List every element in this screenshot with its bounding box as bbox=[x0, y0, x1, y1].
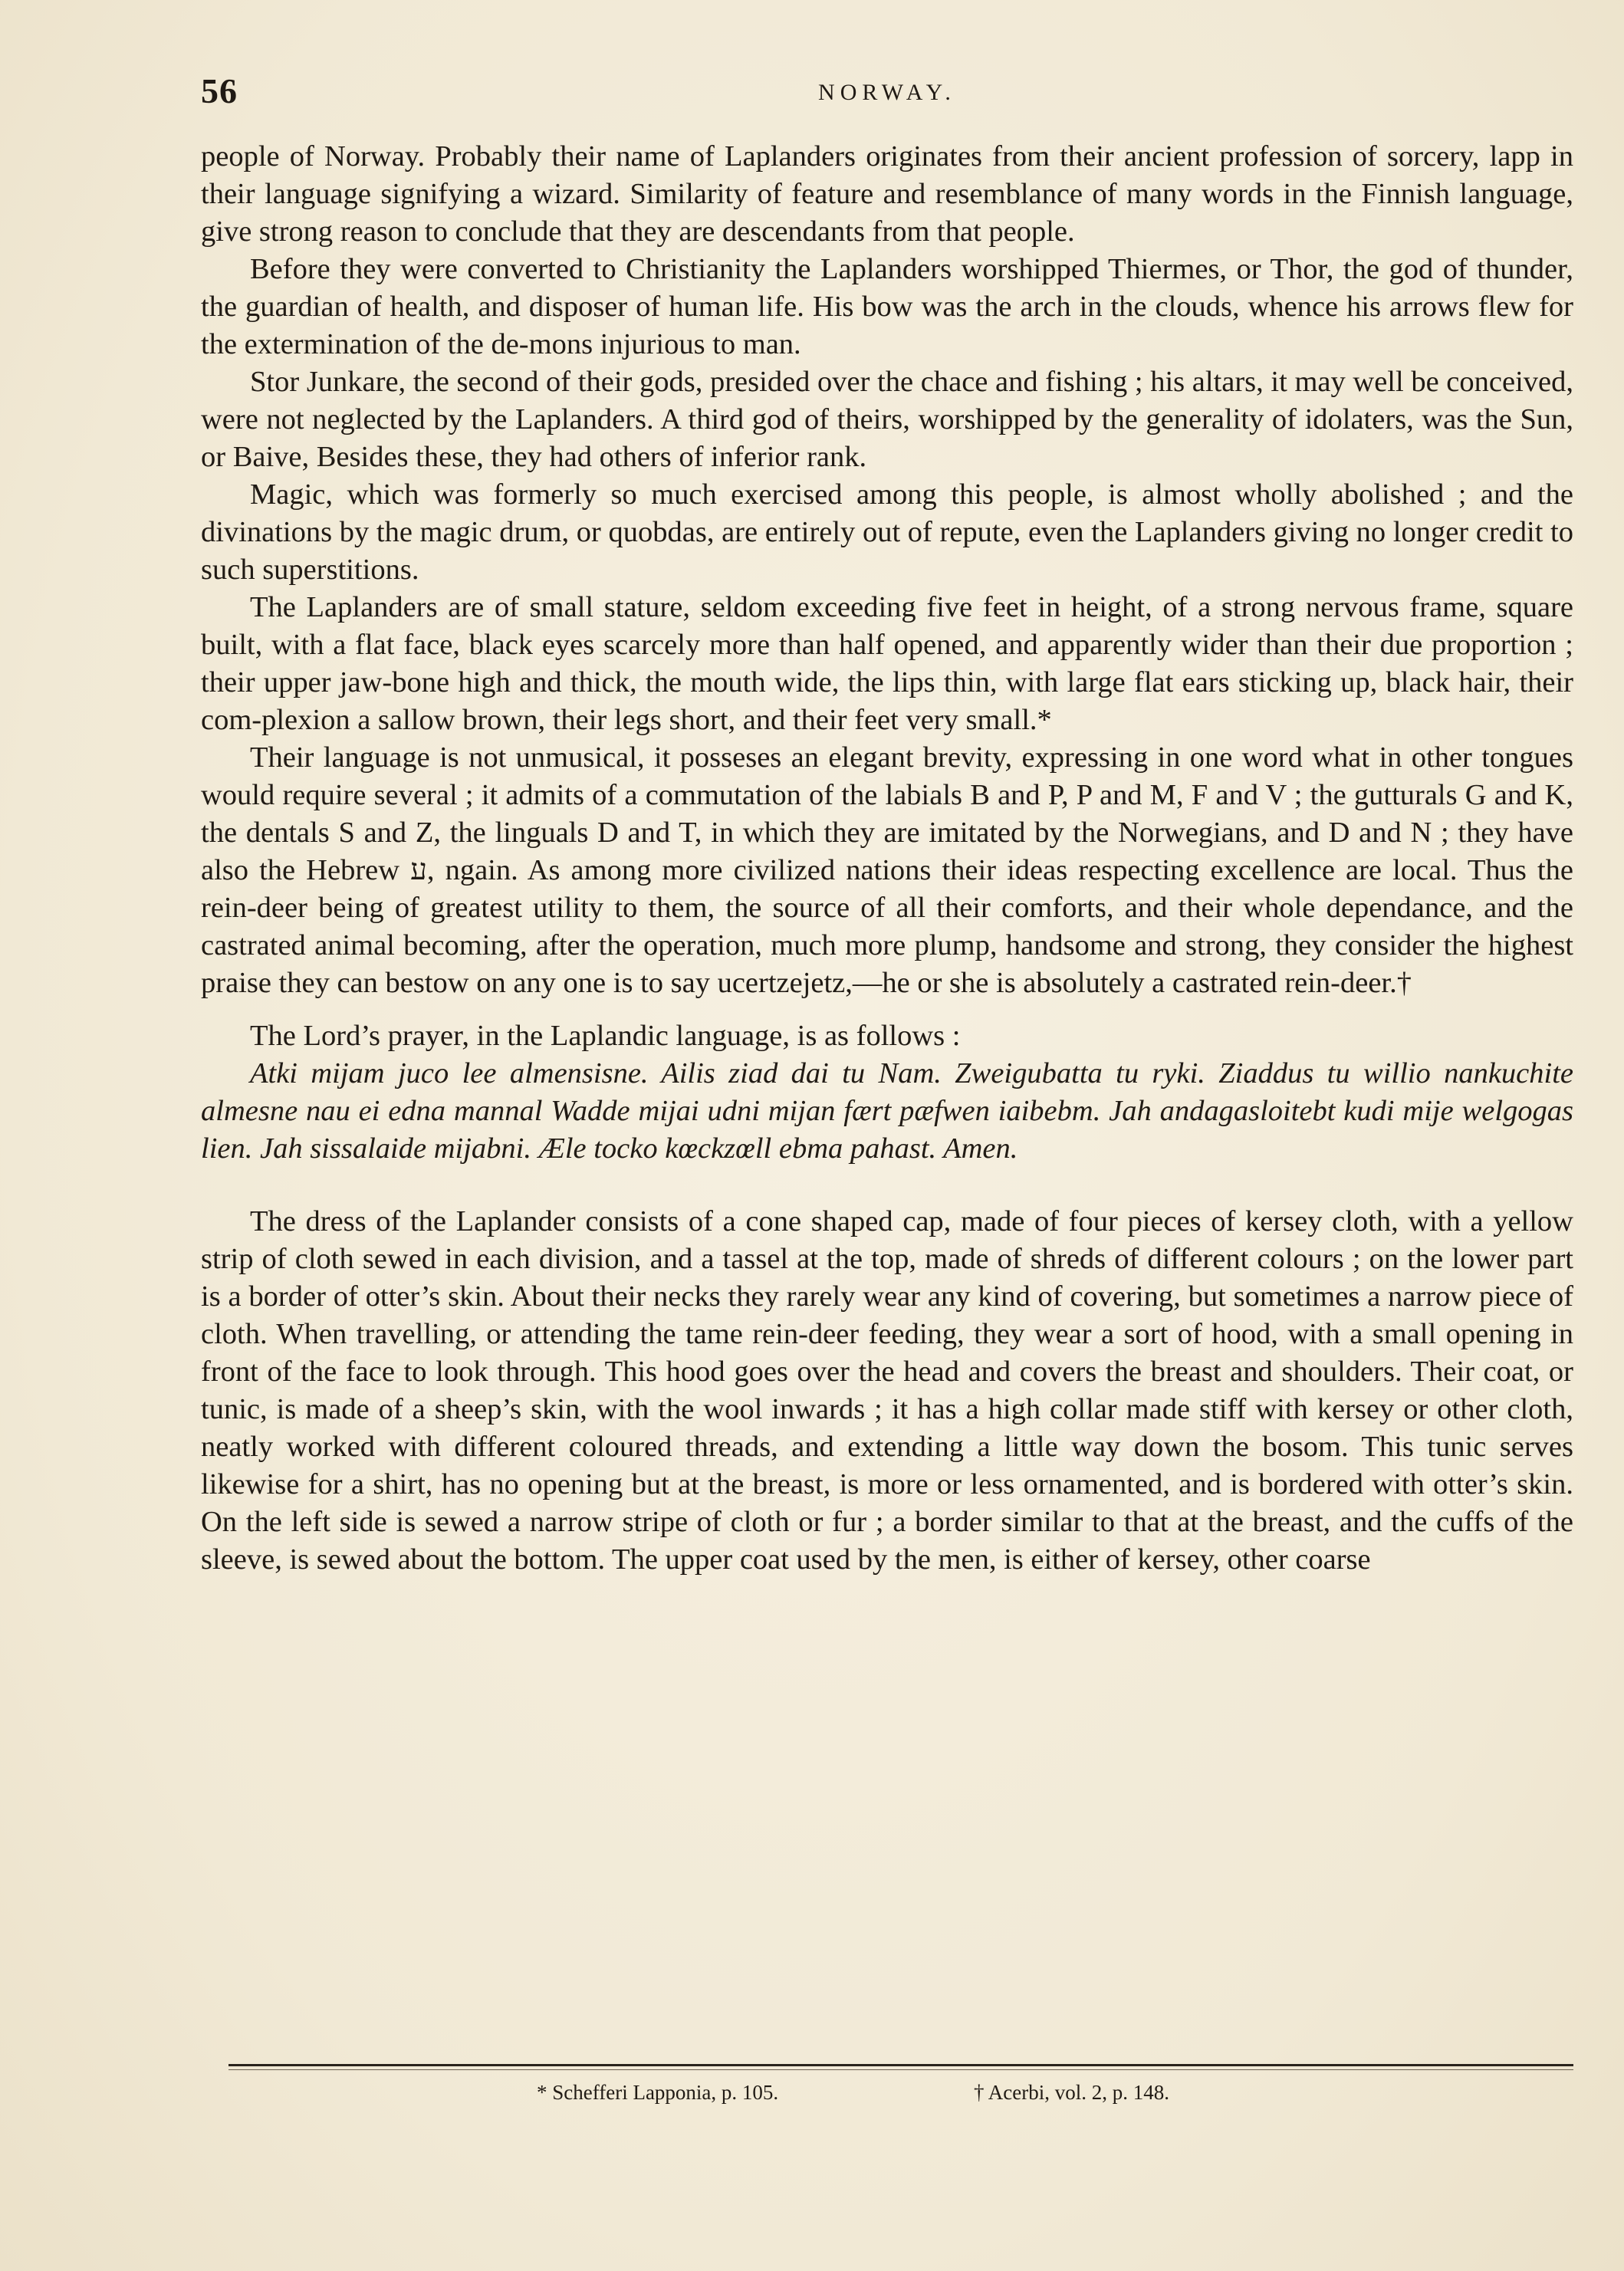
paragraph-language: Their language is not unmusical, it posseses an elegant brevity, expressing in one word what in other tongues would require several ; it admits of a commutation of the labials B and P, P and M, F and V ; the gutturals G and K, the dentals S and Z, the linguals D and T, in which they are imitated by the Norwegians, and D and N ; they have also the Hebrew ע, ngain. As among more civilized nations their ideas respecting excellence are local. Thus the rein-deer being of greatest utility to them, the source of all their comforts, and their whole dependance, and the castrated animal becoming, after the operation, much more plump, handsome and strong, they consider the highest praise they can bestow on any one is to say ucertzejetz,—he or she is absolutely a castrated rein-deer.† bbox=[201, 741, 1574, 999]
footnote-rule-thin bbox=[228, 2069, 1573, 2070]
paragraph-dress: The dress of the Laplander consists of a cone shaped cap, made of four pieces of kersey cloth, with a yellow strip of cloth sewed in each division, and a tassel at the top, made of shreds of different colours ; on the lower part is a border of otter’s skin. About their necks they rarely wear any kind of covering, but sometimes a narrow piece of cloth. When travelling, or attending the tame rein-deer feeding, they wear a sort of hood, with a small opening in front of the face to look through. This hood goes over the head and covers the breast and shoulders. Their coat, or tunic, is made of a sheep’s skin, with the wool inwards ; it has a high collar made stiff with kersey or other cloth, neatly worked with different coloured threads, and extending a little way down the bosom. This tunic serves likewise for a shirt, has no opening but at the breast, is more or less ornamented, and is bordered with otter’s skin. On the left side is sewed a narrow stripe of cloth or fur ; a border similar to that at the breast, and the cuffs of the sleeve, is sewed about the bottom. The upper coat used by the men, is either of kersey, other coarse bbox=[201, 1205, 1573, 1576]
footnote-scheffer: * Schefferi Lapponia, p. 105. bbox=[537, 2081, 779, 2104]
footnote-rule bbox=[228, 2064, 1573, 2066]
paragraph-religion: Before they were converted to Christianity the Laplanders worshipped Thiermes, or Thor, the god of thunder, the guardian of health, and disposer of human life. His bow was the arch in the clouds, whence his arrows flew for the extermination of the de-mons injurious to man. bbox=[201, 253, 1573, 360]
paragraph-gods: Stor Junkare, the second of their gods, presided over the chace and fishing ; his altars, it may well be conceived, were not neglected by the Laplanders. A third god of theirs, worshipped by the generality of idolaters, was the Sun, or Baive, Besides these, they had others of inferior rank. bbox=[201, 366, 1573, 473]
page-number: 56 bbox=[201, 71, 238, 110]
prayer-text: Atki mijam juco lee almensisne. Ailis ziad dai tu Nam. Zweigubatta tu ryki. Ziaddus tu willio nankuchite almesne nau ei edna mannal Wadde mijai udni mijan fært pæfwen iaibebm. Jah andagasloitebt kudi mije welgogas lien. Jah sissalaide mijabni. Æle tocko kœckzœll ebma pahast. Amen. bbox=[201, 1057, 1573, 1165]
footnotes bbox=[506, 2081, 1349, 2112]
paragraph-magic: Magic, which was formerly so much exercised among this people, is almost wholly abolished ; and the divinations by the magic drum, or quobdas, are entirely out of repute, even the Laplanders giving no longer credit to such superstitions. bbox=[201, 478, 1573, 586]
paragraph-stature: The Laplanders are of small stature, seldom exceeding five feet in height, of a strong nervous frame, square built, with a flat face, black eyes scarcely more than half opened, and apparently wider than their due proportion ; their upper jaw-bone high and thick, the mouth wide, the lips thin, with large flat ears sticking up, black hair, their com-plexion a sallow brown, their legs short, and their feet very small.* bbox=[201, 591, 1573, 736]
page-header bbox=[201, 71, 1573, 113]
running-head: NORWAY. bbox=[818, 80, 956, 105]
footnote-acerbi: † Acerbi, vol. 2, p. 148. bbox=[974, 2081, 1169, 2104]
body-text bbox=[201, 138, 1573, 1579]
prayer-heading: The Lord’s prayer, in the Laplandic language, is as follows : bbox=[250, 1020, 961, 1052]
paragraph-continuation: people of Norway. Probably their name of Laplanders originates from their ancient profession of sorcery, lapp in their language signifying a wizard. Similarity of feature and resemblance of many words in the Finnish language, give strong reason to conclude that they are descendants from that people. bbox=[201, 140, 1573, 248]
